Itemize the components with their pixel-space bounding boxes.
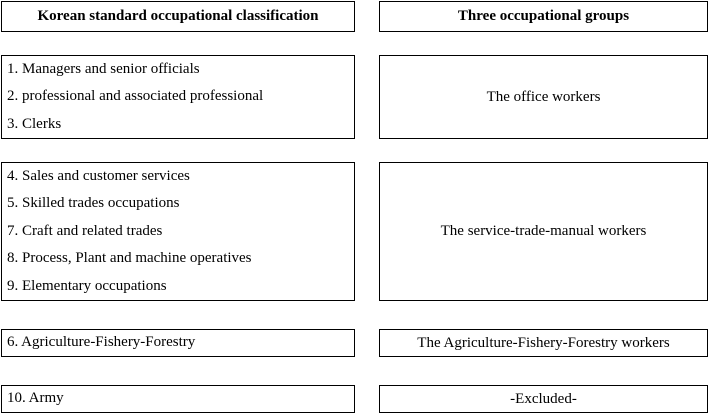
group-box-agriculture-workers [379,329,708,357]
classification-item: 6. Agriculture-Fishery-Forestry [7,334,196,351]
classification-item: 9. Elementary occupations [7,277,167,294]
classification-box-service-trade-manual [1,162,355,301]
classification-item: 4. Sales and customer services [7,167,190,184]
header-korean-classification [1,1,355,32]
classification-item: 7. Craft and related trades [7,222,163,239]
classification-item: 8. Process, Plant and machine operatives [7,250,252,267]
group-label: The service-trade-manual workers [440,223,647,239]
group-box-service-trade-manual-workers [379,162,708,301]
group-label: The Agriculture-Fishery-Forestry workers [417,334,670,351]
classification-item: 5. Skilled trades occupations [7,195,180,212]
classification-item: 2. professional and associated professional [7,88,264,105]
header-occupational-groups [379,1,708,32]
classification-box-office [1,55,355,139]
classification-box-agriculture [1,329,355,357]
group-box-office-workers [379,55,708,139]
header-left-label: Korean standard occupational classification [37,8,319,24]
classification-box-army [1,385,355,413]
classification-item: 3. Clerks [7,115,62,132]
classification-item: 10. Army [7,390,64,407]
group-label: The office workers [486,88,601,105]
group-box-excluded [379,385,708,413]
classification-item: 1. Managers and senior officials [7,60,200,77]
header-right-label: Three occupational groups [457,8,630,24]
group-label: -Excluded- [510,390,577,407]
